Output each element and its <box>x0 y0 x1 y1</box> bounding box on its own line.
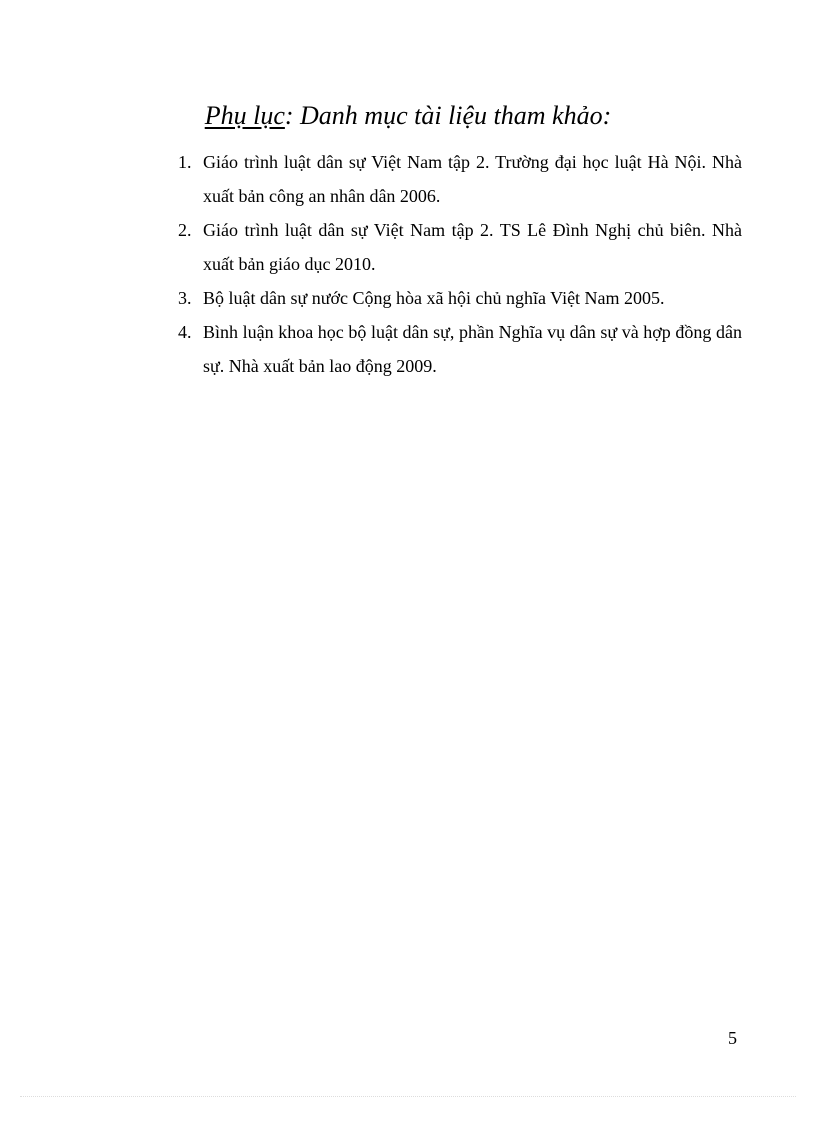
reference-text: Giáo trình luật dân sự Việt Nam tập 2. TS Lê Đình Nghị chủ biên. Nhà xuất bản giáo dục 2010. <box>203 220 742 274</box>
reference-item <box>178 315 742 383</box>
appendix-heading-prefix: Phụ lục <box>204 101 285 130</box>
reference-text: Bình luận khoa học bộ luật dân sự, phần Nghĩa vụ dân sự và hợp đồng dân sự. Nhà xuất bản lao động 2009. <box>203 322 742 376</box>
reference-text: Giáo trình luật dân sự Việt Nam tập 2. Trường đại học luật Hà Nội. Nhà xuất bản công an nhân dân 2006. <box>203 152 742 206</box>
reference-item <box>178 213 742 281</box>
reference-list <box>178 145 742 383</box>
reference-item <box>178 145 742 213</box>
reference-item <box>178 281 742 315</box>
reference-number: 4. <box>178 322 192 342</box>
page-number: 5 <box>728 1028 737 1048</box>
reference-text: Bộ luật dân sự nước Cộng hòa xã hội chủ nghĩa Việt Nam 2005. <box>203 288 665 308</box>
reference-number: 2. <box>178 220 192 240</box>
reference-number: 3. <box>178 288 192 308</box>
appendix-heading <box>0 98 816 134</box>
reference-number: 1. <box>178 152 192 172</box>
footer-divider <box>20 1096 796 1097</box>
appendix-heading-title: : Danh mục tài liệu tham khảo: <box>284 101 612 130</box>
